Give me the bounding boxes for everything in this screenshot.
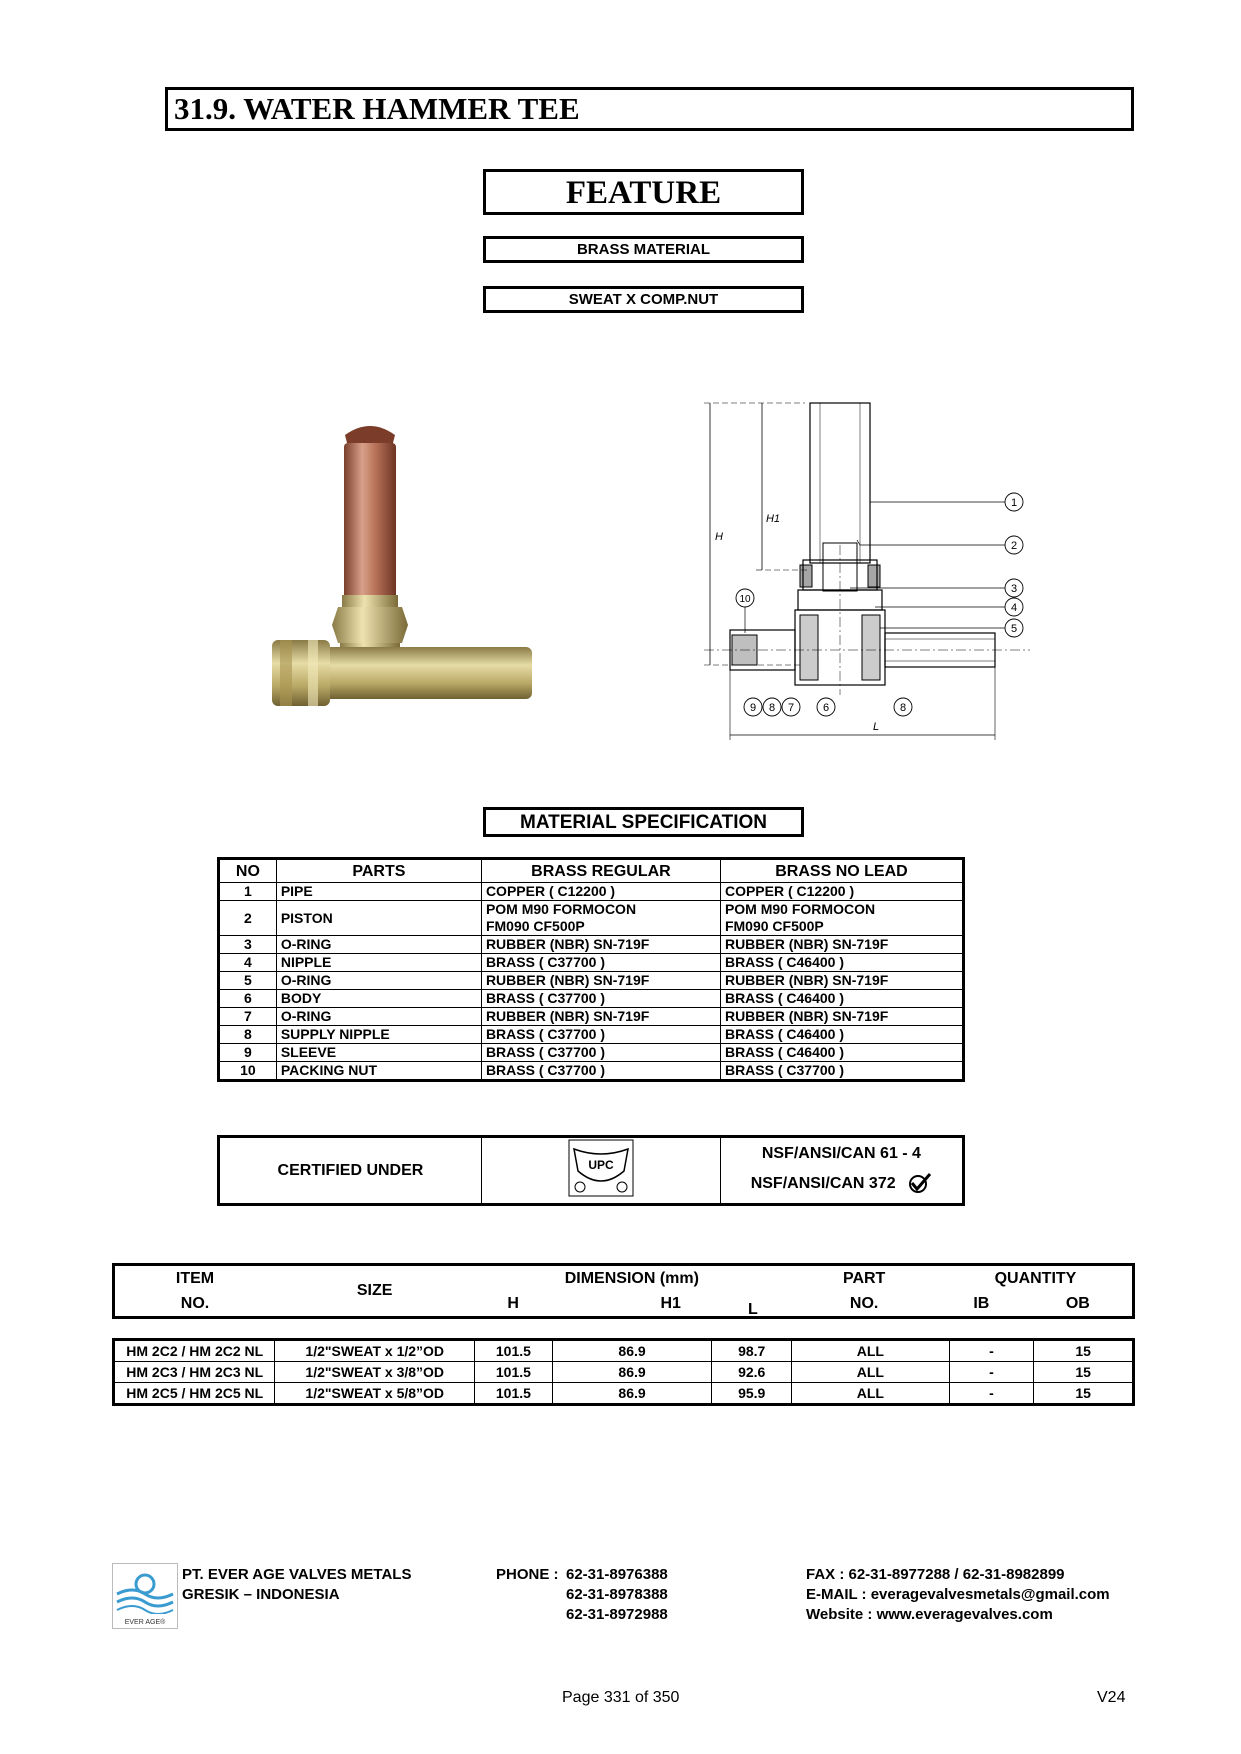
row-part: PISTON <box>276 901 481 936</box>
header-h: H <box>507 1294 519 1312</box>
cell-ib: - <box>949 1383 1034 1405</box>
callout-5: 5 <box>1010 623 1018 635</box>
contact-block <box>806 1565 1110 1625</box>
callout-8b: 8 <box>899 702 907 714</box>
row-nolead: BRASS ( C46400 ) <box>720 1026 963 1044</box>
row-regular: BRASS ( C37700 ) <box>481 1044 720 1062</box>
phone-label: PHONE : <box>496 1566 559 1583</box>
row-nolead: RUBBER (NBR) SN-719F <box>720 1008 963 1026</box>
table-row <box>219 954 964 972</box>
dim-label-h1: H1 <box>765 513 781 525</box>
row-nolead: RUBBER (NBR) SN-719F <box>720 936 963 954</box>
table-row <box>219 1044 964 1062</box>
cell-ib: - <box>949 1362 1034 1383</box>
header-l: L <box>748 1301 758 1318</box>
table-row <box>114 1362 1134 1383</box>
dim-label-h: H <box>715 531 723 543</box>
standard-372: NSF/ANSI/CAN 372 <box>750 1174 896 1192</box>
row-no: 8 <box>219 1026 277 1044</box>
row-nolead-line2: FM090 CF500P <box>724 918 824 934</box>
phone-3: 62-31-8972988 <box>566 1606 668 1623</box>
cell-h: 101.5 <box>474 1383 552 1405</box>
company-block <box>182 1565 411 1605</box>
row-regular: BRASS ( C37700 ) <box>481 990 720 1008</box>
callout-9: 9 <box>749 702 757 714</box>
callout-3: 3 <box>1010 583 1018 595</box>
table-row <box>219 1026 964 1044</box>
feature-item-brass: BRASS MATERIAL <box>483 236 804 263</box>
header-part-no: NO. <box>849 1294 879 1312</box>
dimension-header-table <box>112 1263 1135 1319</box>
row-nolead: BRASS ( C37700 ) <box>720 1062 963 1081</box>
cell-part: ALL <box>792 1362 949 1383</box>
header-ib: IB <box>973 1294 990 1312</box>
email: E-MAIL : everagevalvesmetals@gmail.com <box>806 1586 1110 1603</box>
row-no: 4 <box>219 954 277 972</box>
product-photo <box>270 425 540 710</box>
cell-size: 1/2"SWEAT x 3/8”OD <box>275 1362 475 1383</box>
row-regular <box>481 901 720 936</box>
upc-logo-text: UPC <box>588 1158 614 1172</box>
header-size: SIZE <box>356 1282 393 1299</box>
wave-logo-icon <box>113 1564 177 1614</box>
table-row <box>219 990 964 1008</box>
cell-item: HM 2C5 / HM 2C5 NL <box>114 1383 275 1405</box>
row-part: PACKING NUT <box>276 1062 481 1081</box>
cell-l: 95.9 <box>712 1383 792 1405</box>
table-row <box>219 1008 964 1026</box>
row-no: 3 <box>219 936 277 954</box>
cell-h1: 86.9 <box>552 1362 711 1383</box>
company-name: PT. EVER AGE VALVES METALS <box>182 1566 412 1583</box>
row-nolead: BRASS ( C46400 ) <box>720 1044 963 1062</box>
col-header-brass-no-lead: BRASS NO LEAD <box>720 859 963 883</box>
cell-ob: 15 <box>1034 1383 1134 1405</box>
standard-61: NSF/ANSI/CAN 61 - 4 <box>761 1144 921 1162</box>
row-nolead <box>720 901 963 936</box>
table-row <box>114 1383 1134 1405</box>
row-no: 5 <box>219 972 277 990</box>
row-part: PIPE <box>276 883 481 901</box>
row-part: SUPPLY NIPPLE <box>276 1026 481 1044</box>
callout-1: 1 <box>1010 497 1018 509</box>
row-regular: COPPER ( C12200 ) <box>481 883 720 901</box>
header-h1: H1 <box>660 1294 681 1312</box>
row-part: O-RING <box>276 936 481 954</box>
row-regular: RUBBER (NBR) SN-719F <box>481 1008 720 1026</box>
callout-7: 7 <box>787 702 795 714</box>
upc-logo-cell <box>481 1137 720 1205</box>
table-row <box>114 1340 1134 1362</box>
header-item: ITEM <box>175 1269 215 1287</box>
header-part: PART <box>842 1269 886 1287</box>
row-no: 1 <box>219 883 277 901</box>
callout-8a: 8 <box>768 702 776 714</box>
callout-4: 4 <box>1010 602 1018 614</box>
standards-cell <box>720 1137 963 1205</box>
callout-6: 6 <box>822 702 830 714</box>
header-dimension: DIMENSION (mm) <box>564 1269 699 1287</box>
cell-h: 101.5 <box>474 1340 552 1362</box>
col-header-no: NO <box>219 859 277 883</box>
technical-drawing <box>700 395 1040 750</box>
header-ob: OB <box>1065 1294 1090 1312</box>
cell-l: 92.6 <box>712 1362 792 1383</box>
row-regular: BRASS ( C37700 ) <box>481 954 720 972</box>
row-regular-line1: POM M90 FORMOCON <box>485 901 637 917</box>
callout-2: 2 <box>1010 540 1018 552</box>
col-header-parts: PARTS <box>276 859 481 883</box>
row-nolead-line1: POM M90 FORMOCON <box>724 901 876 917</box>
table-row <box>219 883 964 901</box>
col-header-brass-regular: BRASS REGULAR <box>481 859 720 883</box>
cell-h1: 86.9 <box>552 1383 711 1405</box>
material-spec-heading: MATERIAL SPECIFICATION <box>483 807 804 837</box>
cell-size: 1/2"SWEAT x 5/8”OD <box>275 1383 475 1405</box>
header-quantity: QUANTITY <box>994 1269 1077 1287</box>
page-version: V24 <box>1097 1689 1126 1706</box>
phone-block <box>566 1565 668 1625</box>
page-title: 31.9. WATER HAMMER TEE <box>165 87 1134 131</box>
cell-h1: 86.9 <box>552 1340 711 1362</box>
dim-label-l: L <box>872 721 880 733</box>
cell-ob: 15 <box>1034 1362 1134 1383</box>
certification-table <box>217 1135 965 1206</box>
row-nolead: BRASS ( C46400 ) <box>720 954 963 972</box>
row-regular: BRASS ( C37700 ) <box>481 1062 720 1081</box>
row-nolead: BRASS ( C46400 ) <box>720 990 963 1008</box>
row-regular-line2: FM090 CF500P <box>485 918 585 934</box>
material-spec-table <box>217 857 965 1082</box>
row-regular: RUBBER (NBR) SN-719F <box>481 972 720 990</box>
row-part: O-RING <box>276 1008 481 1026</box>
row-no: 9 <box>219 1044 277 1062</box>
row-part: BODY <box>276 990 481 1008</box>
table-row <box>219 901 964 936</box>
cell-ib: - <box>949 1340 1034 1362</box>
phone-1: 62-31-8976388 <box>566 1566 668 1583</box>
cell-h: 101.5 <box>474 1362 552 1383</box>
certified-label: CERTIFIED UNDER <box>219 1137 482 1205</box>
page-number: Page 331 of 350 <box>562 1689 680 1706</box>
callout-10: 10 <box>739 594 751 605</box>
cell-l: 98.7 <box>712 1340 792 1362</box>
fax: FAX : 62-31-8977288 / 62-31-8982899 <box>806 1566 1065 1583</box>
standard-372-row <box>722 1165 961 1199</box>
row-no: 2 <box>219 901 277 936</box>
row-no: 7 <box>219 1008 277 1026</box>
website: Website : www.everagevalves.com <box>806 1606 1053 1623</box>
cell-item: HM 2C3 / HM 2C3 NL <box>114 1362 275 1383</box>
company-location: GRESIK – INDONESIA <box>182 1586 340 1603</box>
row-nolead: RUBBER (NBR) SN-719F <box>720 972 963 990</box>
cell-ob: 15 <box>1034 1340 1134 1362</box>
company-logo <box>112 1563 178 1629</box>
cell-size: 1/2"SWEAT x 1/2”OD <box>275 1340 475 1362</box>
table-header-row <box>219 859 964 883</box>
cell-item: HM 2C2 / HM 2C2 NL <box>114 1340 275 1362</box>
dimension-table <box>112 1338 1135 1406</box>
feature-item-sweat: SWEAT X COMP.NUT <box>483 286 804 313</box>
row-part: SLEEVE <box>276 1044 481 1062</box>
logo-text: EVER AGE® <box>124 1619 166 1626</box>
header-item-no: NO. <box>180 1294 210 1312</box>
row-nolead: COPPER ( C12200 ) <box>720 883 963 901</box>
row-part: NIPPLE <box>276 954 481 972</box>
table-row <box>219 936 964 954</box>
row-part: O-RING <box>276 972 481 990</box>
row-regular: BRASS ( C37700 ) <box>481 1026 720 1044</box>
upc-logo-icon <box>568 1139 634 1197</box>
cell-part: ALL <box>792 1340 949 1362</box>
row-no: 6 <box>219 990 277 1008</box>
row-no: 10 <box>219 1062 277 1081</box>
cell-part: ALL <box>792 1383 949 1405</box>
feature-heading: FEATURE <box>483 169 804 215</box>
row-regular: RUBBER (NBR) SN-719F <box>481 936 720 954</box>
table-row <box>219 1062 964 1081</box>
phone-2: 62-31-8978388 <box>566 1586 668 1603</box>
checkmark-icon <box>908 1172 932 1194</box>
table-row <box>219 972 964 990</box>
